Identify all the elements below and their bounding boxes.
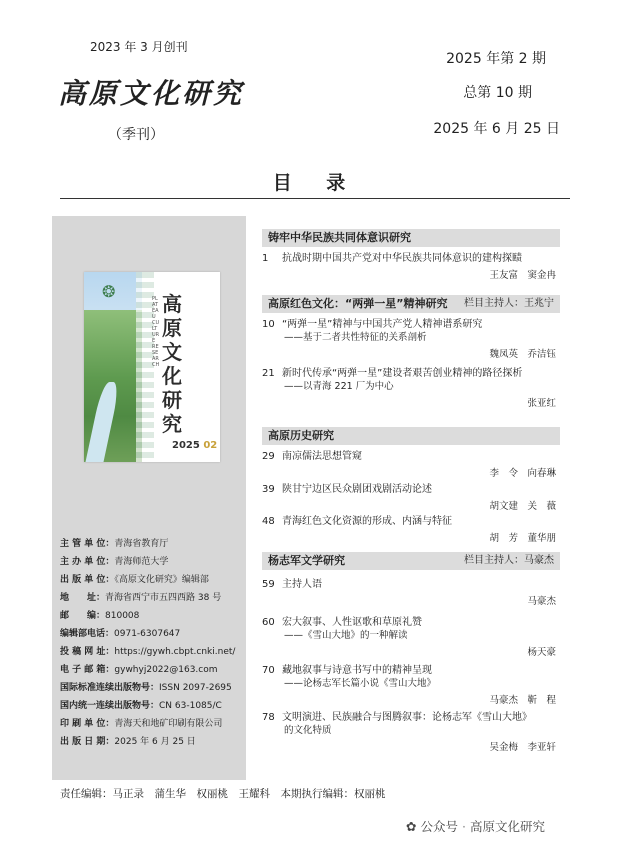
section-title: 杨志军文学研究 (268, 554, 345, 567)
toc-entry[interactable] (262, 318, 560, 361)
info-value: 青海省教育厅 (114, 539, 169, 549)
toc-divider (60, 198, 570, 199)
info-value: ISSN 2097-2695 (159, 683, 232, 693)
info-key: 电 子 邮 箱： (60, 665, 115, 675)
page-number: 29 (262, 451, 275, 462)
info-row (60, 574, 246, 586)
entry-line (262, 450, 560, 463)
entry-line (262, 252, 560, 265)
info-row (60, 682, 246, 694)
entry-line (262, 483, 560, 496)
article-subtitle: ——基于二者共性特征的关系剖析 (284, 332, 427, 343)
section-title: 高原历史研究 (268, 429, 334, 442)
page-number: 60 (262, 617, 275, 628)
info-key: 主 管 单 位： (60, 539, 115, 549)
article-authors: 胡文建 关 薇 (489, 501, 556, 512)
cover-year (172, 440, 217, 451)
info-value: 0971-6307647 (114, 629, 181, 639)
article-authors: 杨天豪 (527, 647, 556, 658)
info-key: 出 版 日 期： (60, 737, 115, 747)
info-row (60, 556, 246, 568)
article-title: 宏大叙事、人性讴歌和草原礼赞 (282, 617, 422, 628)
wechat-prefix: 公众号 (420, 819, 458, 834)
info-row (60, 646, 246, 658)
info-value: CN 63-1085/C (159, 701, 222, 711)
info-row (60, 592, 246, 604)
article-title: 抗战时期中国共产党对中华民族共同体意识的建构探赜 (282, 253, 522, 264)
section-header (262, 552, 560, 570)
toc-entry[interactable] (262, 450, 560, 480)
toc-entry[interactable] (262, 515, 560, 545)
section-header (262, 295, 560, 313)
section-host: 栏目主持人：王兆宁 (464, 298, 554, 309)
cover-image[interactable] (84, 272, 220, 462)
article-subtitle: ——以青海 221 厂为中心 (284, 381, 394, 392)
info-key: 出 版 单 位： (60, 575, 115, 585)
info-key: 邮 编： (60, 611, 106, 621)
entry-line (262, 515, 560, 528)
cover-title: 高原文化研究 (162, 292, 182, 436)
toc-heading: 目 录 (272, 172, 360, 194)
info-row (60, 700, 246, 712)
article-title: 主持人语 (282, 579, 322, 590)
toc-entry[interactable] (262, 483, 560, 513)
article-title: 青海红色文化资源的形成、内涵与特征 (282, 516, 452, 527)
publication-date: 2025 年 6 月 25 日 (433, 121, 560, 137)
cover-english-title: PLATEAU CULTURE RESEARCH (152, 296, 160, 368)
info-row (60, 628, 246, 640)
article-title: 藏地叙事与诗意书写中的精神呈现 (282, 665, 432, 676)
entry-line (262, 664, 560, 677)
article-authors: 马豪杰 靳 程 (489, 695, 556, 706)
toc-entry[interactable] (262, 578, 560, 608)
journal-title: 高原文化研究 (58, 77, 245, 110)
article-authors: 胡 芳 董华朋 (489, 533, 556, 544)
info-value: 810008 (105, 611, 140, 621)
section-title: 高原红色文化：“两弹一星”精神研究 (268, 297, 448, 310)
info-value: https://gywh.cbpt.cnki.net/ (114, 647, 236, 657)
cover-issue-number: 02 (203, 440, 218, 451)
info-value: 青海天和地矿印刷有限公司 (114, 719, 223, 729)
page-number: 10 (262, 319, 275, 330)
page-number: 48 (262, 516, 275, 527)
info-key: 国内统一连续出版物号： (60, 701, 160, 711)
info-key: 印 刷 单 位： (60, 719, 115, 729)
founded-date: 2023 年 3 月创刊 (90, 40, 188, 54)
toc-entry[interactable] (262, 367, 560, 410)
quarterly-label: （季刊） (108, 127, 164, 143)
toc-entry[interactable] (262, 616, 560, 659)
article-subtitle: ——论杨志军长篇小说《雪山大地》 (284, 678, 437, 689)
entry-line (262, 367, 560, 380)
toc-entry[interactable] (262, 252, 560, 282)
article-title: 南凉儒法思想管窥 (282, 451, 362, 462)
page-number: 78 (262, 712, 275, 723)
info-row (60, 538, 246, 550)
entry-line (262, 318, 560, 331)
entry-line (262, 711, 560, 724)
entry-line (262, 616, 560, 629)
article-authors: 王友富 窦金冉 (489, 270, 556, 281)
info-value: 《高原文化研究》编辑部 (114, 575, 209, 585)
article-authors: 吴金梅 李亚轩 (489, 742, 556, 753)
toc-entry[interactable] (262, 664, 560, 707)
info-value: gywhyj2022@163.com (114, 665, 218, 675)
info-key: 主 办 单 位： (60, 557, 115, 567)
article-authors: 张亚红 (527, 398, 556, 409)
info-value: 青海省西宁市五四西路 38 号 (105, 593, 222, 603)
article-title: 陕甘宁边区民众剧团戏剧活动论述 (282, 484, 432, 495)
info-value: 2025 年 6 月 25 日 (114, 737, 196, 747)
section-header (262, 427, 560, 445)
page-number: 39 (262, 484, 275, 495)
article-title: 文明演进、民族融合与图腾叙事：论杨志军《雪山大地》 (282, 712, 532, 723)
page-number: 70 (262, 665, 275, 676)
toc-entry[interactable] (262, 711, 560, 754)
article-title: 新时代传承“两弹一星”建设者艰苦创业精神的路径探析 (282, 368, 523, 379)
wechat-account: 高原文化研究 (469, 819, 545, 834)
article-authors: 马豪杰 (527, 596, 556, 607)
section-title: 铸牢中华民族共同体意识研究 (268, 231, 411, 244)
info-row (60, 718, 246, 730)
wechat-watermark (406, 817, 545, 835)
editors-line: 责任编辑：马正录 蒲生华 权丽桃 王耀科 本期执行编辑：权丽桃 (60, 788, 386, 800)
info-key: 国际标准连续出版物号： (60, 683, 160, 693)
article-authors: 李 令 向春琳 (489, 468, 556, 479)
info-key: 地 址： (60, 593, 106, 603)
entry-line (262, 578, 560, 591)
wechat-icon: ✿ (406, 819, 417, 834)
article-subtitle: ——《雪山大地》的一种解读 (284, 630, 408, 641)
info-row (60, 664, 246, 676)
info-key: 编辑部电话： (60, 629, 115, 639)
article-subtitle: 的文化特质 (284, 725, 332, 736)
section-host: 栏目主持人：马豪杰 (464, 555, 554, 566)
info-panel (52, 216, 246, 780)
info-value: 青海师范大学 (114, 557, 169, 567)
issue-number: 2025 年第 2 期 (446, 51, 546, 67)
section-header (262, 229, 560, 247)
article-title: “两弹一星”精神与中国共产党人精神谱系研究 (282, 319, 483, 330)
total-issue: 总第 10 期 (463, 85, 532, 101)
page-number: 1 (262, 253, 269, 264)
wechat-separator: · (461, 819, 466, 834)
cover-year-text: 2025 (172, 440, 200, 451)
info-row (60, 610, 246, 622)
page-number: 21 (262, 368, 275, 379)
page-number: 59 (262, 579, 275, 590)
article-authors: 魏凤英 乔洁钰 (489, 349, 556, 360)
cover-logo-icon: ❂ (102, 282, 116, 301)
info-key: 投 稿 网 址： (60, 647, 115, 657)
info-row (60, 736, 246, 748)
